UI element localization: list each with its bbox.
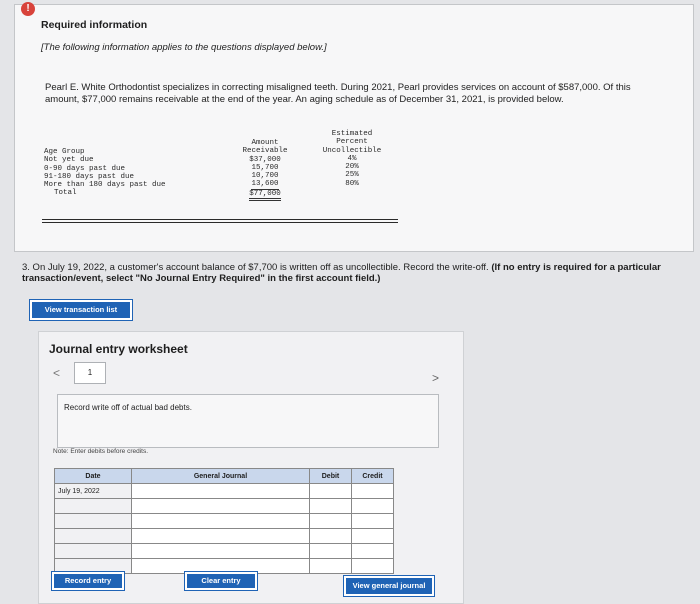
date-cell (55, 514, 132, 529)
age-group-row: Not yet due (44, 156, 94, 165)
worksheet-title: Journal entry worksheet (49, 342, 188, 356)
schedule-divider (42, 219, 398, 220)
percent-header: Estimated (331, 130, 373, 138)
view-transaction-list-button[interactable]: View transaction list (30, 300, 132, 320)
account-input[interactable] (132, 499, 310, 514)
worksheet-page-indicator[interactable]: 1 (74, 362, 106, 384)
date-cell: July 19, 2022 (55, 484, 132, 499)
table-row (55, 484, 394, 499)
debit-input[interactable] (310, 514, 352, 529)
credit-input[interactable] (352, 514, 394, 529)
table-row (55, 544, 394, 559)
age-group-column (44, 148, 166, 198)
percent-header: Percent (336, 138, 368, 147)
required-info-title: Required information (41, 19, 148, 31)
table-row (55, 529, 394, 544)
table-row (55, 499, 394, 514)
question-instruction: (If no entry is required for a particular transaction/event, select "No Journal Entry Required" in the first account field.) (22, 262, 661, 284)
amount-cell: $37,000 (249, 155, 281, 164)
debit-input[interactable] (310, 544, 352, 559)
transaction-description: Record write off of actual bad debts. (64, 403, 192, 412)
general-journal-column-header: General Journal (132, 469, 310, 484)
date-cell (55, 544, 132, 559)
journal-header-row (55, 469, 394, 484)
credit-input[interactable] (352, 529, 394, 544)
debit-input[interactable] (310, 529, 352, 544)
record-entry-button[interactable]: Record entry (52, 572, 124, 590)
aging-schedule (42, 126, 398, 218)
age-group-header: Age Group (44, 148, 85, 156)
clear-entry-button[interactable]: Clear entry (185, 572, 257, 590)
journal-table (54, 468, 394, 574)
required-info-subtitle: [The following information applies to the questions displayed below.] (41, 42, 327, 53)
date-column-header: Date (55, 469, 132, 484)
amount-column (230, 139, 300, 201)
debit-input[interactable] (310, 559, 352, 574)
percent-cell: 25% (345, 171, 359, 180)
percent-header: Uncollectible (322, 146, 382, 155)
debits-note: Note: Enter debits before credits. (53, 448, 149, 455)
debit-input[interactable] (310, 499, 352, 514)
question-body: 3. On July 19, 2022, a customer's account balance of $7,700 is written off as uncollectible. Record the write-off. (22, 262, 489, 273)
journal-entry-worksheet (38, 331, 464, 604)
percent-column (310, 130, 394, 188)
account-input[interactable] (132, 484, 310, 499)
schedule-divider (42, 222, 398, 223)
amount-header: Amount (251, 139, 279, 147)
problem-prompt: Pearl E. White Orthodontist specializes in correcting misaligned teeth. During 2021, Pearl provides services on account of $587,000. Of this amount, $77,000 remains receivable at the end of the year. An aging schedule as of December 31, 2021, is provided below. (45, 82, 631, 105)
credit-input[interactable] (352, 559, 394, 574)
total-amount: $77,000 (249, 190, 281, 201)
account-input[interactable] (132, 529, 310, 544)
credit-input[interactable] (352, 544, 394, 559)
amount-header: Receivable (242, 147, 288, 156)
age-group-row: More than 180 days past due (44, 181, 166, 190)
account-input[interactable] (132, 544, 310, 559)
alert-icon: ! (21, 2, 35, 16)
age-group-row: 0-90 days past due (44, 164, 126, 173)
view-general-journal-button[interactable]: View general journal (344, 576, 434, 596)
credit-column-header: Credit (352, 469, 394, 484)
debit-column-header: Debit (310, 469, 352, 484)
percent-cell: 80% (345, 179, 359, 188)
credit-input[interactable] (352, 499, 394, 514)
debit-input[interactable] (310, 484, 352, 499)
total-label: Total (54, 189, 77, 198)
date-cell (55, 499, 132, 514)
percent-cell: 4% (347, 154, 357, 163)
chevron-right-icon[interactable]: > (432, 371, 440, 385)
date-cell (55, 529, 132, 544)
transaction-description-box (57, 394, 439, 448)
credit-input[interactable] (352, 484, 394, 499)
amount-cell: 13,600 (251, 180, 279, 189)
table-row (55, 514, 394, 529)
chevron-left-icon[interactable]: < (53, 366, 61, 380)
percent-cell: 20% (345, 163, 359, 172)
amount-cell: 10,700 (251, 172, 279, 181)
account-input[interactable] (132, 514, 310, 529)
question-text (22, 262, 672, 284)
age-group-row: 91-180 days past due (44, 172, 135, 181)
amount-cell: 15,700 (251, 163, 279, 172)
